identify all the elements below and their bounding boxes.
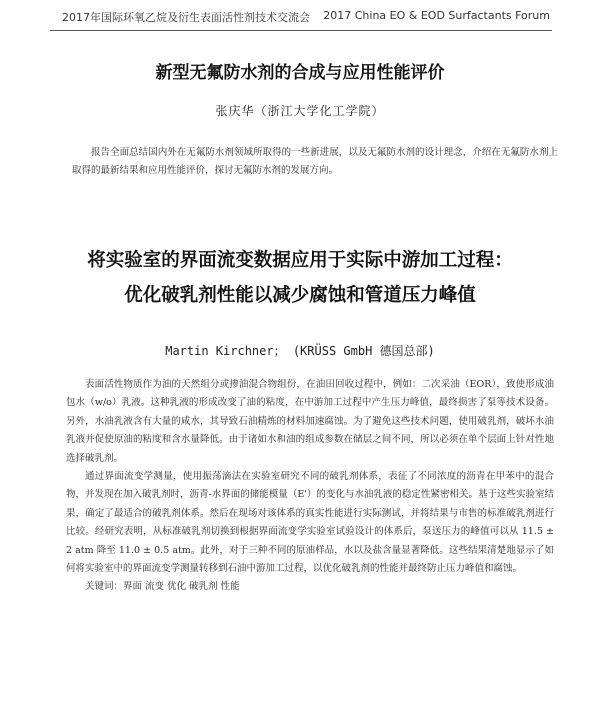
article2-title [0, 243, 600, 313]
article1-title: 新型无氟防水剂的合成与应用性能评价 [155, 63, 445, 83]
page-header [0, 0, 600, 34]
header-conference-cn: 2017年国际环氧乙烷及衍生表面活性剂技术交流会 [62, 11, 310, 24]
article2-body [66, 376, 554, 597]
article1-abstract: 报告全面总结国内外在无氟防水剂领域所取得的一些新进展，以及无氟防水剂的设计理念，介绍在无氟防水剂上取得的最新结果和应用性能评价，探讨无氟防水剂的发展方向。 [72, 147, 558, 176]
article1-author: 张庆华（浙江大学化工学院） [215, 104, 385, 118]
article2-paragraph: 表面活性物质作为油的天然组分或掺油混合物组份，在油田回收过程中，例如：二次采油（EOR），致使形成油包水（w/o）乳液。这种乳液的形成改变了油的粘度，在中游加工过程中产生压力峰值，最终损害了泵等技术设备。另外，水油乳液含有大量的咸水，其导致石油精炼的材料加速腐蚀。为了避免这些技术问题，使用破乳剂，破坏水油乳液并促使原油的粘度和含水量降低。由于诸如水和油的组成参数在储层之间不同，所以必须在单个层面上针对性地选择破乳剂。 [66, 379, 554, 464]
header-divider [50, 30, 552, 31]
article2-author: Martin Kirchner； (KRÜSS GmbH 德国总部) [165, 344, 435, 358]
article2-title-line1: 将实验室的界面流变数据应用于实际中游加工过程： [87, 250, 513, 271]
article2-paragraph: 通过界面流变学测量，使用振荡滴法在实验室研究不同的破乳剂体系，表征了不同浓度的沥青在甲苯中的混合物，并发现在加入破乳剂时，沥青-水界面的储能模量（E'）的变化与水油乳液的稳定性紧密相关。基于这些实验室结果，确定了最适合的破乳剂体系。然后在现场对该体系的真实性能进行实际测试，并将结果与市售的标准破乳剂进行比较。经研究表明，从标准破乳剂切换到根据界面流变学实验室试验设计的体系后，泵送压力的峰值可以从 11.5 ± 2 atm 降至 11.0 ± 0.5 atm。此外，对于三种不同的原油样品，水以及盐含量显著降低。这些结果清楚地显示了如何将实验室中的界面流变学测量转移到石油中游加工过程，以优化破乳剂的性能并最终防止压力峰值和腐蚀。 [66, 471, 554, 575]
article2-title-line2: 优化破乳剂性能以减少腐蚀和管道压力峰值 [124, 285, 476, 306]
header-conference-en: 2017 China EO & EOD Surfactants Forum [323, 9, 550, 22]
article2-keywords: 关键词：界面 流变 优化 破乳剂 性能 [85, 581, 240, 593]
